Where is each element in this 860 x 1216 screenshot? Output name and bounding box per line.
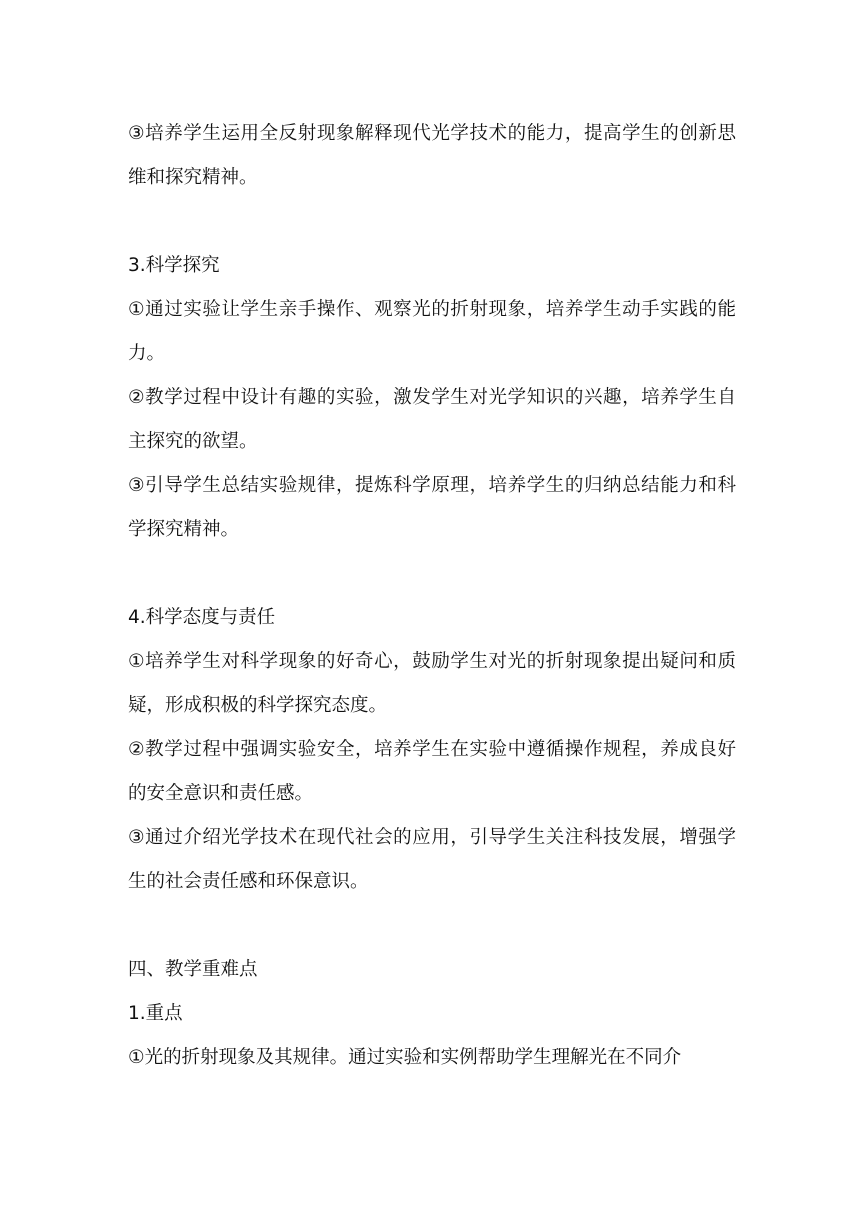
paragraph-inquiry-1: ①通过实验让学生亲手操作、观察光的折射现象，培养学生动手实践的能力。 [128, 299, 736, 364]
section-heading-scientific-inquiry: 3.科学探究 [128, 255, 220, 276]
section-heading-key-difficult-points: 四、教学重难点 [128, 959, 258, 980]
paragraph-inquiry-2: ②教学过程中设计有趣的实验，激发学生对光学知识的兴趣，培养学生自主探究的欲望。 [128, 387, 736, 452]
subsection-heading-key-points: 1.重点 [128, 1003, 183, 1024]
paragraph-attitude-1: ①培养学生对科学现象的好奇心，鼓励学生对光的折射现象提出疑问和质疑，形成积极的科学探究态度。 [128, 651, 736, 716]
paragraph-spacer [128, 552, 736, 596]
paragraph-attitude-2: ②教学过程中强调实验安全，培养学生在实验中遵循操作规程，养成良好的安全意识和责任感。 [128, 739, 736, 804]
paragraph-spacer [128, 200, 736, 244]
document-body [128, 112, 736, 1080]
paragraph-key-point-1: ①光的折射现象及其规律。通过实验和实例帮助学生理解光在不同介 [128, 1047, 682, 1068]
paragraph-objective-3-total-reflection: ③培养学生运用全反射现象解释现代光学技术的能力，提高学生的创新思维和探究精神。 [128, 123, 736, 188]
section-heading-scientific-attitude: 4.科学态度与责任 [128, 607, 276, 628]
paragraph-inquiry-3: ③引导学生总结实验规律，提炼科学原理，培养学生的归纳总结能力和科学探究精神。 [128, 475, 736, 540]
paragraph-attitude-3: ③通过介绍光学技术在现代社会的应用，引导学生关注科技发展，增强学生的社会责任感和环保意识。 [128, 827, 736, 892]
paragraph-spacer [128, 904, 736, 948]
